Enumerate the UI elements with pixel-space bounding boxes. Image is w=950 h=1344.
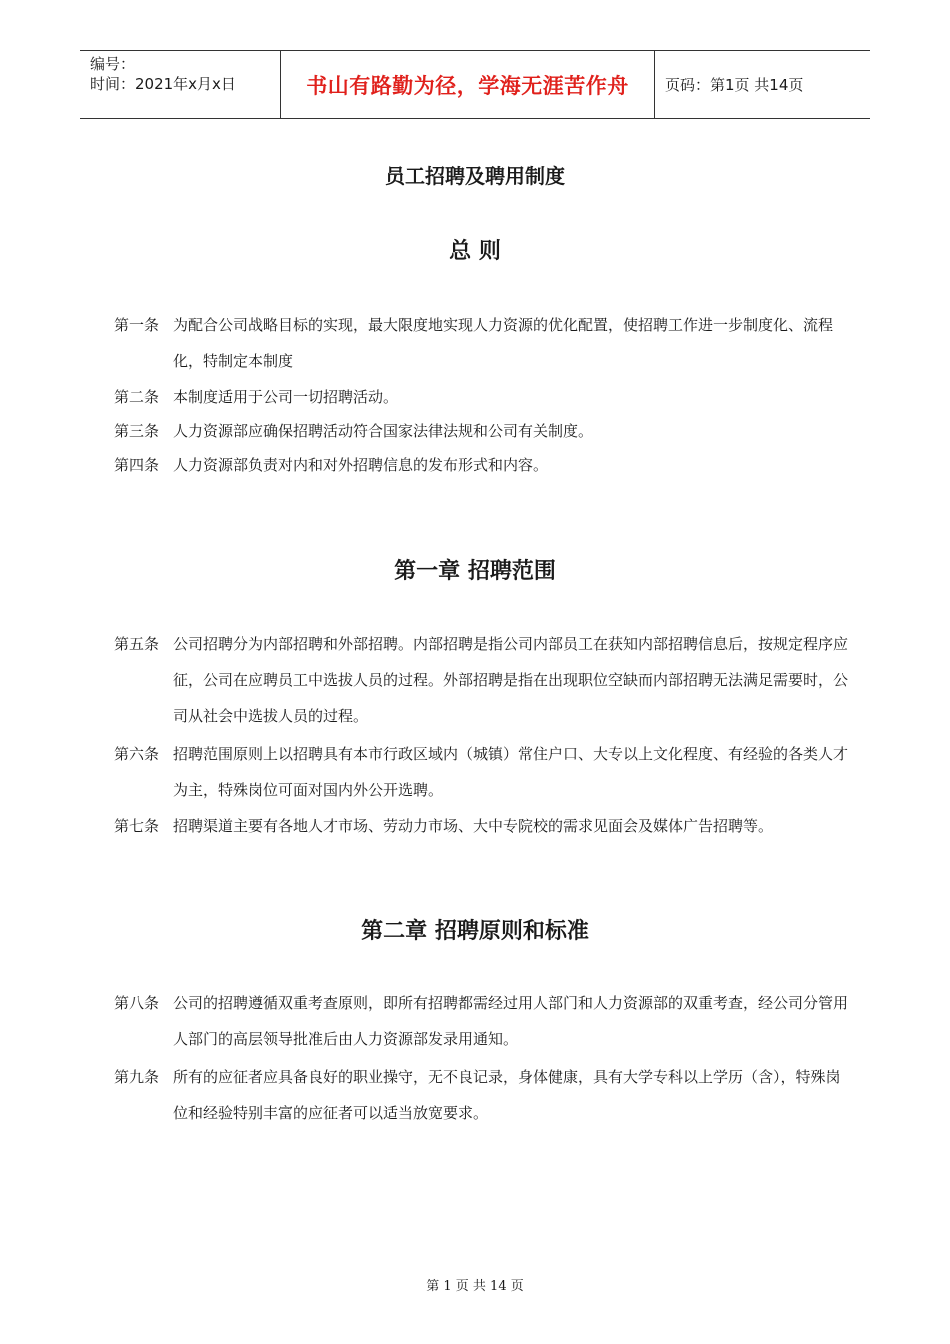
document-time-label: 时间：2021年x月x日 [90,75,236,93]
article-text: 公司的招聘遵循双重考查原则，即所有招聘都需经过用人部门和人力资源部的双重考查，经公司分管用人部门的高层领导批准后由人力资源部发录用通知。 [173,994,849,1048]
article-text: 为配合公司战略目标的实现，最大限度地实现人力资源的优化配置，使招聘工作进一步制度化、流程化，特制定本制度 [173,316,834,370]
header-table [80,50,870,119]
article-label: 第八条 [114,994,160,1012]
section-title-chapter-2: 第二章 招聘原则和标准 [361,919,589,944]
article-text: 本制度适用于公司一切招聘活动。 [173,388,399,406]
page-footer: 第 1 页 共 14 页 [426,1279,524,1294]
header-page-cell [655,51,870,118]
section-title-general: 总 则 [449,239,501,264]
article-text: 招聘范围原则上以招聘具有本市行政区域内（城镇）常住户口、大专以上文化程度、有经验的各类人才为主，特殊岗位可面对国内外公开选聘。 [173,745,849,799]
section-title-chapter-1: 第一章 招聘范围 [394,559,556,584]
header-page-label: 页码：第1页 共14页 [665,76,804,94]
article-text: 招聘渠道主要有各地人才市场、劳动力市场、大中专院校的需求见面会及媒体广告招聘等。 [173,817,774,835]
article-label: 第二条 [114,388,160,406]
article-3 [114,413,854,449]
article-text: 人力资源部负责对内和对外招聘信息的发布形式和内容。 [173,456,549,474]
article-text: 公司招聘分为内部招聘和外部招聘。内部招聘是指公司内部员工在获知内部招聘信息后，按规定程序应征，公司在应聘员工中选拔人员的过程。外部招聘是指在出现职位空缺而内部招聘无法满足需要时，公司从社会中选拔人员的过程。 [173,635,849,725]
article-7 [114,808,854,844]
article-text: 所有的应征者应具备良好的职业操守，无不良记录，身体健康，具有大学专科以上学历（含），特殊岗位和经验特别丰富的应征者可以适当放宽要求。 [173,1068,841,1122]
article-label: 第六条 [114,745,160,763]
article-label: 第九条 [114,1068,160,1086]
article-label: 第三条 [114,422,160,440]
article-9 [114,1059,854,1131]
article-6 [114,736,854,808]
article-label: 第五条 [114,635,160,653]
article-label: 第四条 [114,456,160,474]
article-4 [114,447,854,483]
header-motto: 书山有路勤为径，学海无涯苦作舟 [306,72,629,98]
article-label: 第七条 [114,817,160,835]
document-number-label: 编号： [90,55,136,73]
article-8 [114,985,854,1057]
header-meta [80,51,280,118]
header-motto-cell [280,51,655,118]
article-5 [114,626,854,734]
document-title: 员工招聘及聘用制度 [385,164,565,188]
article-label: 第一条 [114,316,160,334]
article-text: 人力资源部应确保招聘活动符合国家法律法规和公司有关制度。 [173,422,594,440]
article-1 [114,307,854,379]
article-2 [114,379,854,415]
